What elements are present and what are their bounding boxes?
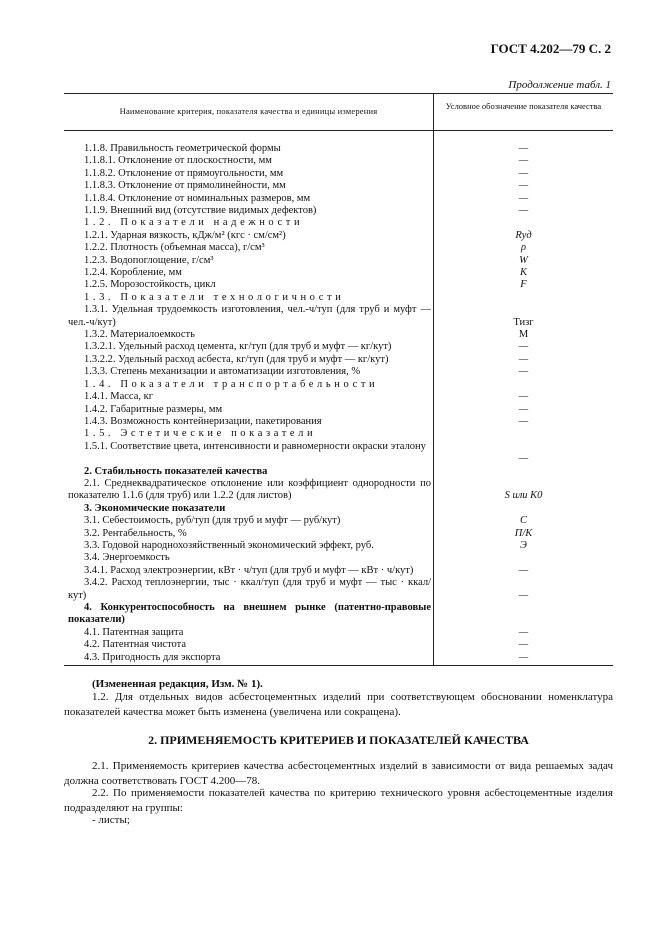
row-symbol: F — [520, 279, 527, 291]
row-name: 3. Экономические показатели — [84, 502, 226, 514]
table-row — [64, 180, 613, 192]
table-section-row — [64, 292, 613, 304]
column-header-symbol: Условное обозначение показателя качества — [445, 101, 602, 111]
row-name: 3.3. Годовой народнохозяйственный экономический эффект, руб. — [84, 539, 374, 551]
row-symbol: С — [519, 515, 527, 527]
row-name: 1.2.5. Морозостойкость, цикл — [84, 279, 216, 291]
row-name: 3.4. Энергоемкость — [84, 552, 170, 564]
row-name: 1.2.4. Коробление, мм — [84, 267, 182, 279]
row-symbol: ρ — [520, 242, 527, 254]
table-section-row — [64, 217, 613, 229]
table-section-row — [64, 503, 613, 515]
row-symbol: — — [518, 192, 529, 204]
row-symbol: — — [518, 205, 529, 217]
table-row — [64, 255, 613, 267]
table-row — [64, 205, 613, 217]
row-name: 1.3.2. Материалоемкость — [84, 329, 195, 341]
list-item: - листы; — [92, 814, 130, 826]
row-name: 1.1.9. Внешний вид (отсутствие видимых дефектов) — [84, 205, 317, 217]
table-row — [64, 267, 613, 279]
table-row — [64, 354, 613, 366]
row-symbol: Rуд — [515, 229, 532, 241]
table-row — [64, 391, 613, 403]
table-header-rule — [64, 130, 613, 131]
table-row — [64, 366, 613, 378]
row-name: 4.2. Патентная чистота — [84, 639, 187, 651]
row-name: 1.1.8. Правильность геометрической формы — [84, 143, 281, 154]
row-name: 3.2. Рентабельность, % — [84, 527, 187, 539]
row-symbol: — — [518, 564, 529, 576]
section-title: 2. ПРИМЕНЯЕМОСТЬ КРИТЕРИЕВ И ПОКАЗАТЕЛЕЙ КАЧЕСТВА — [148, 733, 529, 747]
page-header: ГОСТ 4.202—79 С. 2 — [490, 41, 611, 56]
table-row — [64, 230, 613, 242]
row-name: 1.2.1. Ударная вязкость, кДж/м² (кгс · см/см²) — [84, 229, 286, 241]
table-row — [64, 155, 613, 167]
table-section-row — [64, 428, 613, 440]
row-symbol: — — [518, 453, 529, 465]
row-name: 1.2.2. Плотность (объемная масса), г/см³ — [84, 242, 265, 254]
row-name: 4. Конкурентоспособность на внешнем рынке (патентно-правовые показатели) — [68, 601, 431, 626]
row-name: 2. Стабильность показателей качества — [84, 465, 268, 477]
row-name: 3.4.1. Расход электроэнергии, кВт · ч/туп (для труб и муфт — кВт · ч/кут) — [84, 564, 414, 576]
row-symbol: — — [518, 391, 529, 403]
column-header-name: Наименование критерия, показателя качества и единицы измерения — [119, 106, 378, 116]
table-row — [64, 441, 613, 466]
row-name: 1.1.8.2. Отклонение от прямоугольности, мм — [84, 167, 284, 179]
row-name: 1.4. Показатели транспортабельности — [84, 378, 379, 390]
row-symbol: — — [518, 651, 529, 663]
table-row — [64, 143, 613, 155]
row-name: 3.4.2. Расход теплоэнергии, тыс · ккал/туп (для труб и муфт — тыс · ккал/кут) — [68, 577, 431, 601]
row-name: 1.2. Показатели надежности — [84, 217, 304, 229]
table-section-row — [64, 466, 613, 478]
row-name: 1.3. Показатели технологичности — [84, 291, 345, 303]
table-section-row — [64, 379, 613, 391]
row-symbol: W — [519, 254, 528, 266]
row-symbol: — — [518, 143, 529, 154]
table-row — [64, 577, 613, 602]
table-row — [64, 639, 613, 651]
amendment-note: (Измененная редакция, Изм. № 1). — [92, 678, 263, 690]
row-symbol: — — [518, 155, 529, 167]
row-symbol: — — [518, 167, 529, 179]
row-name: 1.3.3. Степень механизации и автоматизации изготовления, % — [84, 366, 361, 378]
table-row — [64, 279, 613, 291]
row-symbol: — — [518, 626, 529, 638]
row-name: 1.4.3. Возможность контейнеризации, пакетирования — [84, 415, 322, 427]
row-name: 1.4.1. Масса, кг — [84, 391, 154, 403]
row-name: 1.3.2.1. Удельный расход цемента, кг/туп (для труб и муфт — кг/кут) — [84, 341, 392, 353]
row-name: 1.4.2. Габаритные размеры, мм — [84, 403, 223, 415]
row-symbol: Тизг — [513, 316, 534, 328]
table-row — [64, 168, 613, 180]
table-bottom-rule — [64, 665, 613, 666]
row-name: 1.1.8.1. Отклонение от плоскостности, мм — [84, 155, 272, 167]
row-name: 1.5. Эстетические показатели — [84, 428, 317, 440]
paragraph-2-2: 2.2. По применяемости показателей качества по критерию технического уровня асбестоцементные изделия подразделяют на группы: — [64, 787, 613, 814]
row-name: 2.1. Среднеквадратическое отклонение или коэффициент однородности по показателю 1.1.6 (для труб) или 1.2.2 (для листов) — [68, 477, 431, 502]
table-section-row — [64, 602, 613, 627]
table-row — [64, 404, 613, 416]
table-row — [64, 528, 613, 540]
row-name: 1.3.2.2. Удельный расход асбеста, кг/туп (для труб и муфт — кг/кут) — [84, 353, 389, 365]
row-name: 4.3. Пригодность для экспорта — [84, 651, 221, 663]
paragraph-1-2: 1.2. Для отдельных видов асбестоцементных изделий при соответствующем обосновании номенклатура показателей качества может быть изменена (увеличена или сокращена). — [64, 691, 613, 718]
row-symbol: — — [518, 415, 529, 427]
row-name: 1.5.1. Соответствие цвета, интенсивности и равномерности окраски эталону — [84, 440, 426, 452]
table-row — [64, 478, 613, 503]
paragraph-2-1: 2.1. Применяемость критериев качества асбестоцементных изделий в зависимости от вида решаемых задач должна соответствовать ГОСТ 4.200—78. — [64, 760, 613, 787]
table-row — [64, 329, 613, 341]
table-row — [64, 341, 613, 353]
row-name: 1.1.8.4. Отклонение от номинальных размеров, мм — [84, 192, 311, 204]
table-row — [64, 515, 613, 527]
row-symbol: М — [518, 329, 529, 341]
table-row — [64, 552, 613, 564]
table-continuation-label: Продолжение табл. 1 — [508, 79, 611, 91]
row-name: 3.1. Себестоимость, руб/туп (для труб и муфт — руб/кут) — [84, 515, 341, 527]
table-row — [64, 416, 613, 428]
table-row — [64, 304, 613, 329]
row-name: 4.1. Патентная защита — [84, 626, 184, 638]
row-name: 1.1.8.3. Отклонение от прямолинейности, мм — [84, 180, 286, 192]
table-top-rule — [64, 93, 613, 94]
row-symbol: П/К — [514, 527, 533, 539]
row-symbol: K — [519, 267, 527, 279]
row-symbol: — — [518, 180, 529, 192]
table-row — [64, 627, 613, 639]
row-symbol: — — [518, 639, 529, 651]
row-symbol: Э — [520, 539, 527, 551]
table-row — [64, 540, 613, 552]
row-symbol: — — [518, 366, 529, 378]
table-body — [64, 143, 613, 664]
row-symbol: S или K0 — [504, 490, 543, 502]
row-symbol: — — [518, 353, 529, 365]
row-name: 1.3.1. Удельная трудоемкость изготовления, чел.-ч/туп (для труб и муфт — чел.-ч/кут) — [68, 304, 431, 328]
table-row — [64, 565, 613, 577]
row-symbol: — — [518, 589, 529, 601]
table-row — [64, 193, 613, 205]
row-symbol: — — [518, 341, 529, 353]
table-row — [64, 652, 613, 664]
row-symbol: — — [518, 403, 529, 415]
table-row — [64, 242, 613, 254]
row-name: 1.2.3. Водопоглощение, г/см³ — [84, 254, 214, 266]
